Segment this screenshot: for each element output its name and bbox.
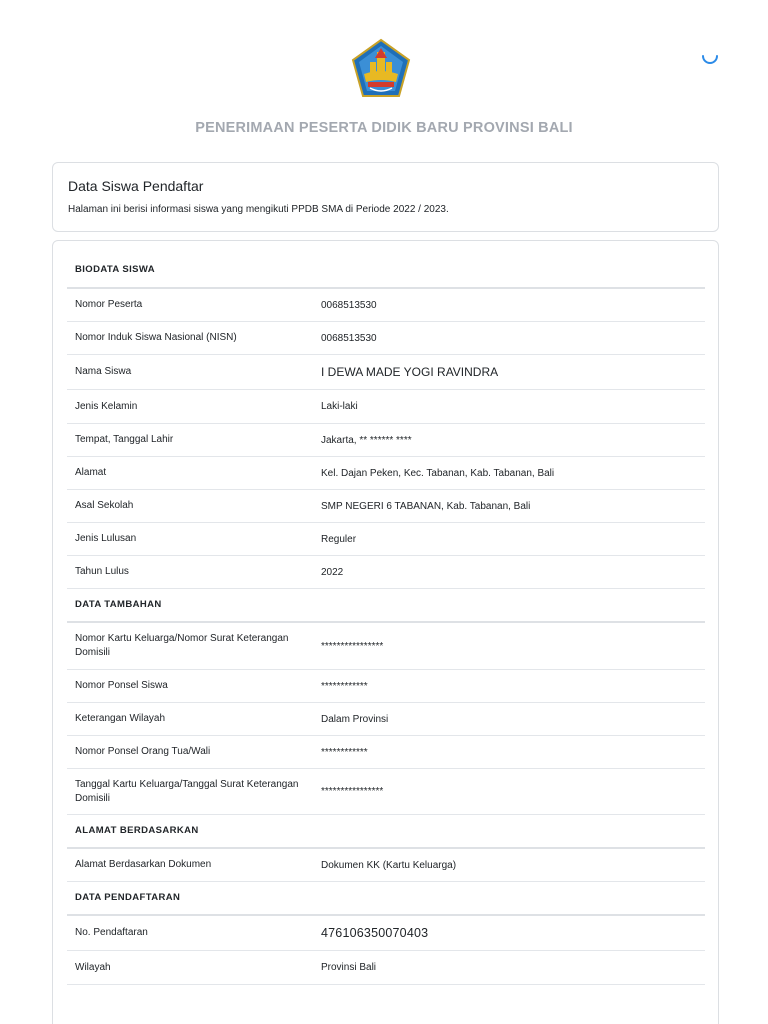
row-value: SMP NEGERI 6 TABANAN, Kab. Tabanan, Bali — [321, 500, 531, 512]
row-value: **************** — [321, 786, 384, 797]
table-row-keterangan-wilayah — [67, 703, 705, 736]
section-header-data-tambahan — [67, 589, 705, 623]
row-label: Asal Sekolah — [75, 500, 134, 511]
row-label: Jenis Lulusan — [75, 533, 137, 544]
table-row-nama-siswa — [67, 355, 705, 390]
row-value: Dokumen KK (Kartu Keluarga) — [321, 859, 457, 871]
row-value: Dalam Provinsi — [321, 713, 389, 725]
row-value: Laki-laki — [321, 401, 358, 412]
row-value: 476106350070403 — [321, 926, 429, 940]
row-value: ************ — [321, 746, 368, 758]
info-card-description: Halaman ini berisi informasi siswa yang mengikuti PPDB SMA di Periode 2022 / 2023. — [68, 204, 449, 215]
table-row-ponsel-siswa — [67, 670, 705, 703]
row-label: Tempat, Tanggal Lahir — [75, 434, 174, 445]
student-data-table — [67, 253, 705, 985]
row-label: No. Pendaftaran — [75, 927, 148, 938]
section-header-biodata — [67, 253, 705, 289]
row-label: Nomor Ponsel Siswa — [75, 680, 168, 691]
row-value: 2022 — [321, 566, 344, 578]
table-row-wilayah — [67, 951, 705, 985]
table-row-tahun-lulus — [67, 556, 705, 589]
bali-province-logo — [350, 38, 412, 100]
row-label: Keterangan Wilayah — [75, 713, 166, 724]
section-header-alamat-berdasarkan — [67, 815, 705, 849]
section-heading: DATA TAMBAHAN — [75, 599, 162, 610]
bali-crest-icon — [350, 38, 412, 100]
section-header-data-pendaftaran — [67, 882, 705, 916]
row-value: Reguler — [321, 533, 357, 545]
info-card — [52, 162, 719, 232]
row-label: Tahun Lulus — [75, 566, 129, 577]
table-row-nisn — [67, 322, 705, 355]
table-row-asal-sekolah — [67, 490, 705, 523]
row-label: Tanggal Kartu Keluarga/Tanggal Surat Keterangan Domisili — [75, 778, 299, 804]
row-value: Jakarta, ** ****** **** — [321, 434, 412, 446]
row-label: Nomor Peserta — [75, 299, 143, 310]
table-row-alamat — [67, 457, 705, 490]
section-heading: BIODATA SISWA — [75, 264, 155, 275]
info-card-title: Data Siswa Pendaftar — [68, 178, 204, 194]
row-value: 0068513530 — [321, 299, 377, 311]
row-value: I DEWA MADE YOGI RAVINDRA — [321, 365, 499, 379]
table-row-no-pendaftaran — [67, 916, 705, 951]
table-row-tempat-tanggal-lahir — [67, 424, 705, 457]
section-heading: ALAMAT BERDASARKAN — [75, 825, 199, 836]
row-label: Nomor Induk Siswa Nasional (NISN) — [75, 332, 237, 343]
row-label: Nomor Ponsel Orang Tua/Wali — [75, 746, 211, 757]
row-label: Alamat Berdasarkan Dokumen — [75, 859, 212, 870]
table-row-ponsel-orang-tua — [67, 736, 705, 769]
loading-spinner-icon — [700, 46, 720, 66]
row-value: Provinsi Bali — [321, 962, 377, 973]
section-heading: DATA PENDAFTARAN — [75, 892, 181, 903]
table-row-jenis-lulusan — [67, 523, 705, 556]
table-row-jenis-kelamin — [67, 390, 705, 424]
row-label: Nomor Kartu Keluarga/Nomor Surat Keterangan Domisili — [75, 633, 289, 658]
table-row-nomor-peserta — [67, 289, 705, 322]
row-label: Nama Siswa — [75, 366, 132, 377]
row-label: Alamat — [75, 467, 107, 478]
row-label: Jenis Kelamin — [75, 400, 138, 412]
table-row-tanggal-kk — [67, 769, 705, 815]
row-value: **************** — [321, 640, 384, 652]
table-row-alamat-dokumen — [67, 849, 705, 882]
row-value: 0068513530 — [321, 332, 377, 344]
student-data-card — [52, 240, 719, 1024]
row-value: ************ — [321, 680, 368, 692]
row-value: Kel. Dajan Peken, Kec. Tabanan, Kab. Tabanan, Bali — [321, 467, 555, 479]
row-label: Wilayah — [75, 961, 111, 973]
table-row-nomor-kk — [67, 623, 705, 670]
page-title: PENERIMAAN PESERTA DIDIK BARU PROVINSI BALI — [195, 120, 573, 136]
